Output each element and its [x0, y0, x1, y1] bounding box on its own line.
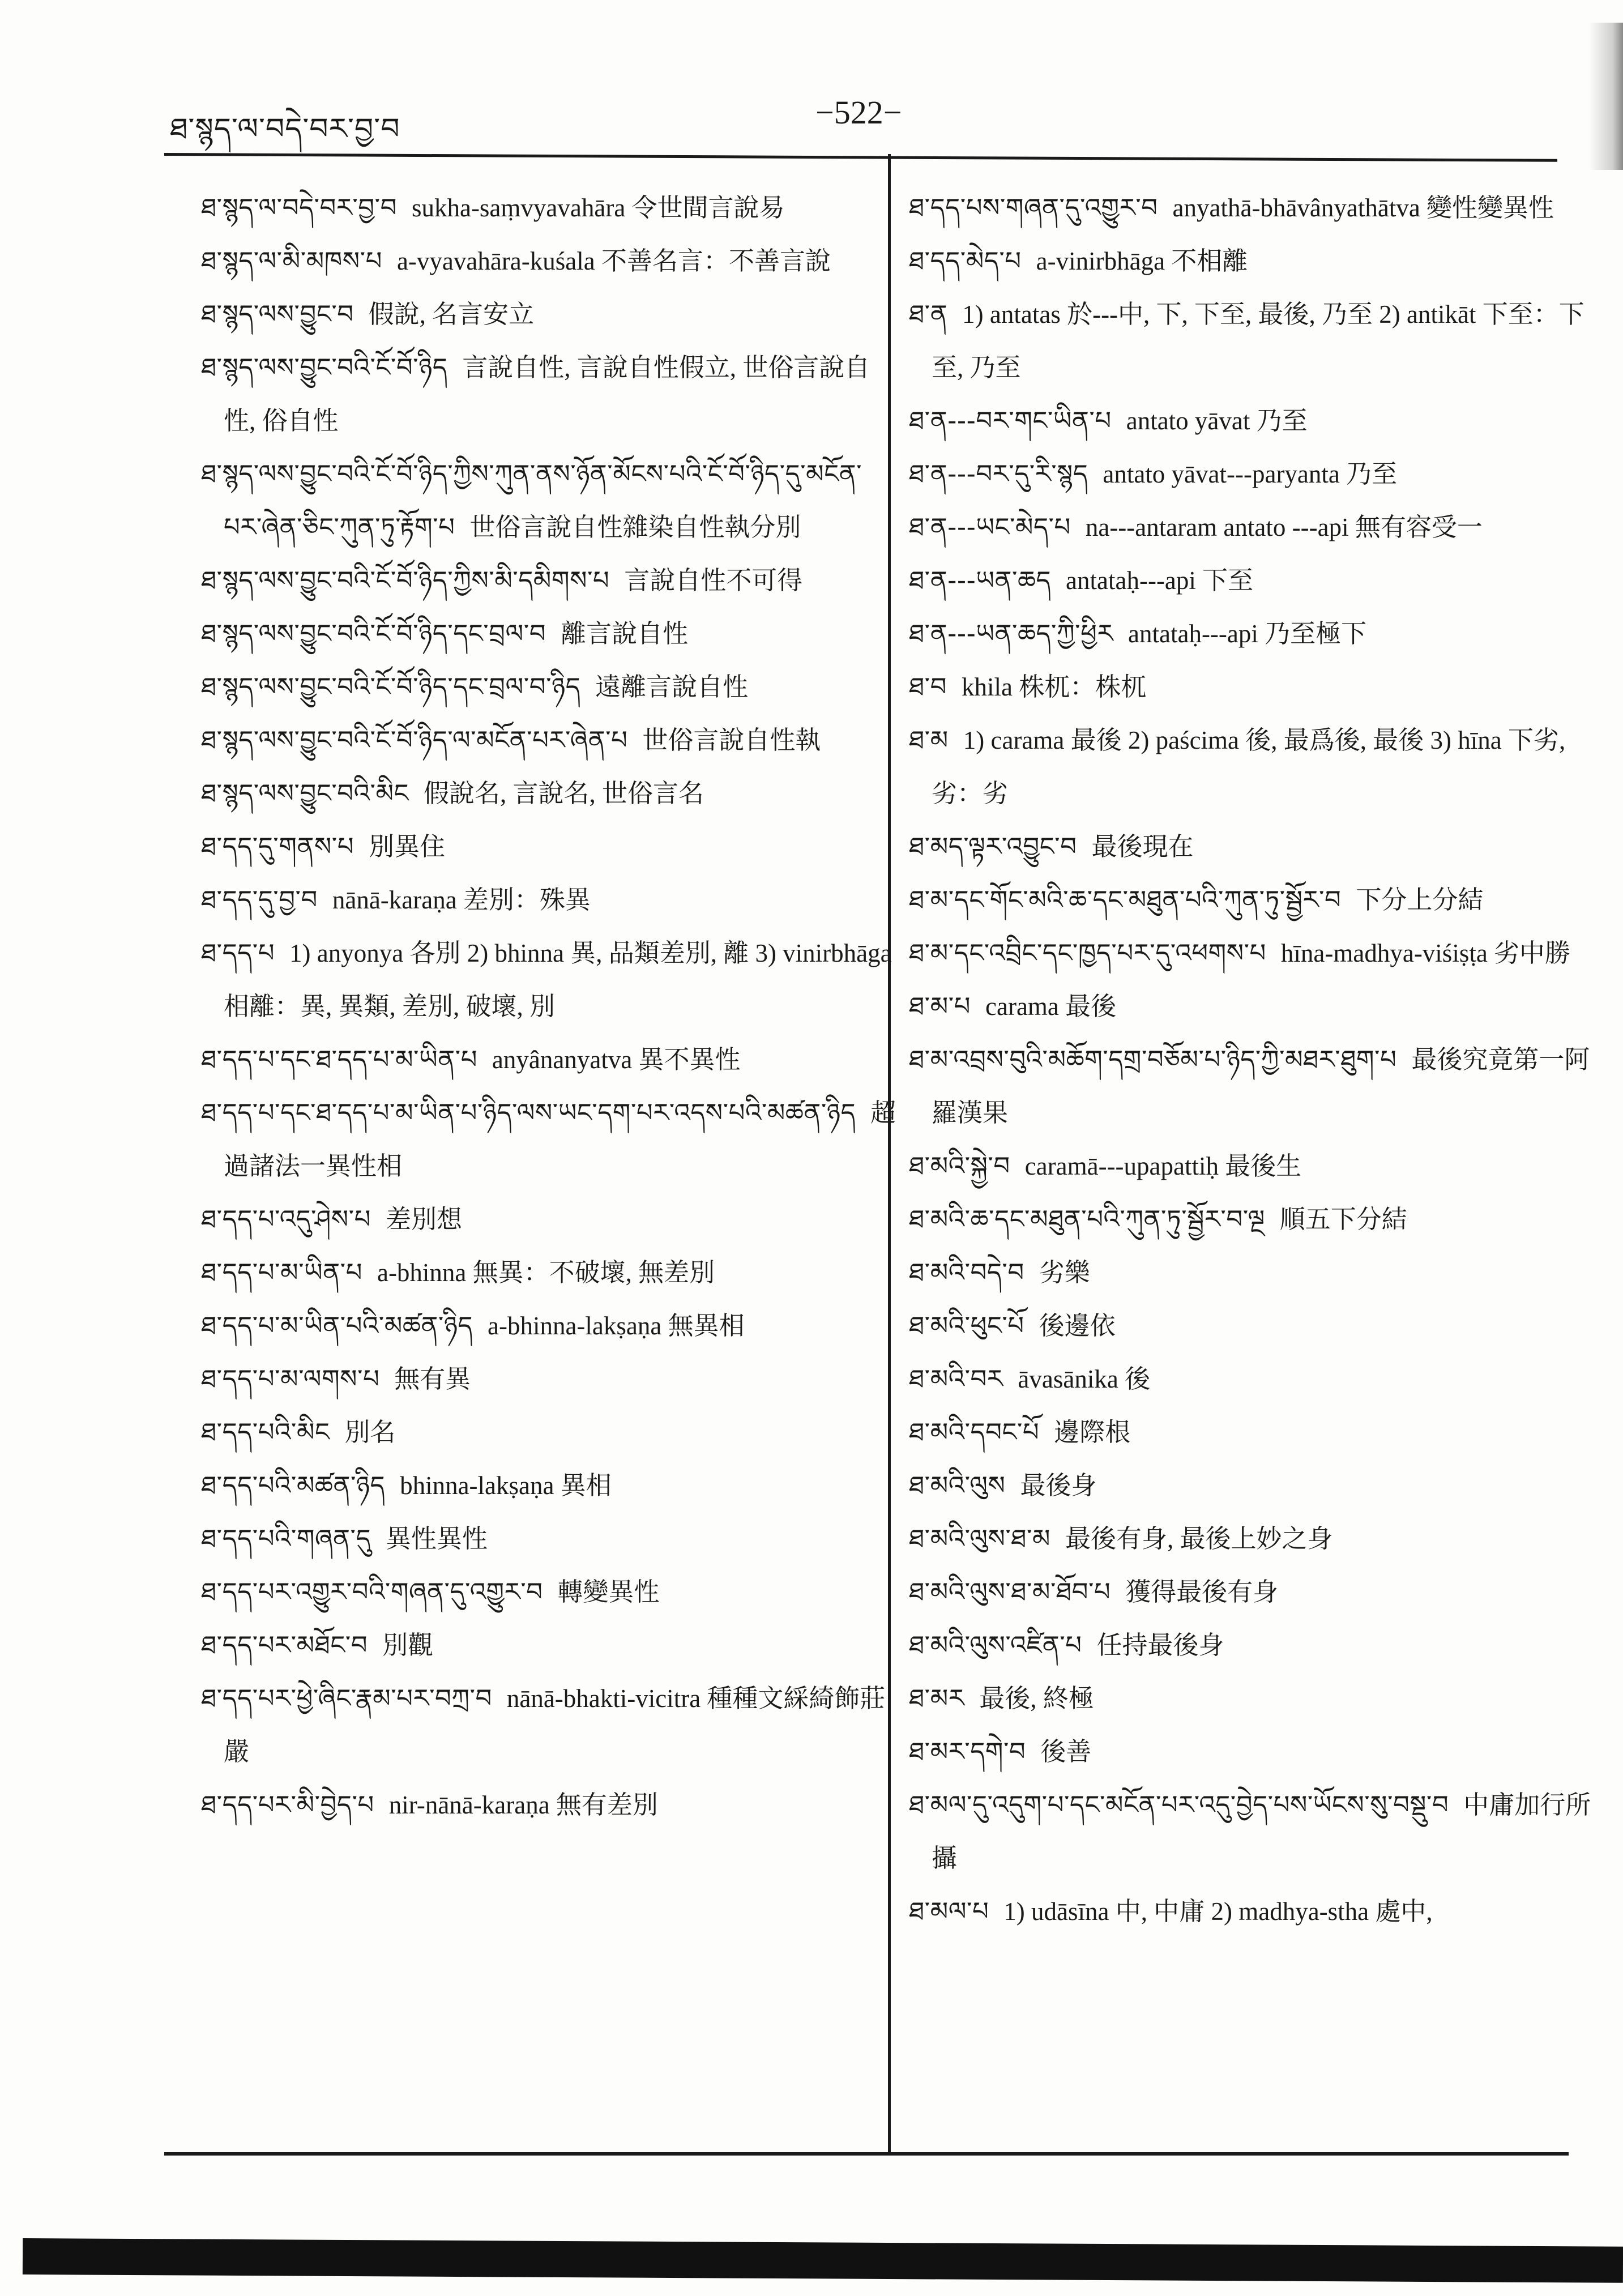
entry-definition: āvasānika 後 — [1018, 1365, 1151, 1393]
dictionary-entry — [201, 1672, 898, 1778]
entry-definition: 別異住 — [369, 833, 446, 861]
tibetan-headword: ཐ་དད་པར་མཐོང་བ — [201, 1630, 368, 1660]
entry-definition: 超過諸法一異性相 — [224, 1099, 896, 1180]
page-number: −522− — [815, 94, 902, 131]
dictionary-entry — [909, 1672, 1605, 1725]
tibetan-headword: ཐ་སྙད་ལས་བྱུང་བའི་ངོ་བོ་ཉིད — [201, 352, 448, 382]
entry-definition: 差別想 — [385, 1205, 462, 1234]
dictionary-entry — [909, 394, 1605, 447]
dictionary-entry — [909, 1459, 1605, 1512]
entry-definition: 中庸加行所攝 — [932, 1791, 1591, 1872]
entry-definition: 假說, 名言安立 — [368, 300, 535, 328]
dictionary-entry — [909, 1140, 1605, 1193]
entry-definition: 遠離言說自性 — [595, 673, 749, 701]
dictionary-entry — [201, 714, 898, 767]
scan-edge-shadow — [1589, 23, 1623, 170]
dictionary-entry — [201, 447, 898, 554]
tibetan-headword: ཐ་ན — [909, 299, 948, 329]
entry-definition: 最後, 終極 — [979, 1684, 1094, 1713]
tibetan-headword: ཐ་མ་འབྲས་བུའི་མཆོག་དགྲ་བཅོམ་པ་ཉིད་ཀྱི་མཐར་ཐུག་པ — [909, 1044, 1397, 1074]
entry-definition: 別觀 — [382, 1631, 434, 1659]
dictionary-entry — [909, 1406, 1605, 1459]
tibetan-headword: ཐ་དད་པ་དང་ཐ་དད་པ་མ་ཡིན་པ་ཉིད་ལས་ཡང་དག་པར་འདས་པའི་མཚན་ཉིད — [201, 1098, 856, 1128]
tibetan-headword: ཐ་ན---ཡང་མེད་པ — [909, 512, 1071, 542]
tibetan-headword: ཐ་མར་དགེ་བ — [909, 1736, 1026, 1766]
dictionary-entry — [909, 1299, 1605, 1352]
entry-definition: carama 最後 — [985, 992, 1117, 1021]
tibetan-headword: ཐ་མའི་ལུས་འཛིན་པ — [909, 1630, 1082, 1660]
dictionary-entry — [201, 767, 898, 820]
tibetan-headword: ཐ་དད་པ་མ་ལགས་པ — [201, 1364, 380, 1394]
entry-definition: 下分上分結 — [1356, 886, 1484, 914]
entry-definition: 順五下分結 — [1279, 1205, 1407, 1234]
tibetan-headword: ཐ་སྙད་ལས་བྱུང་བའི་ངོ་བོ་ཉིད་དང་བྲལ་བ་ཉིད — [201, 672, 581, 702]
dictionary-entry — [909, 714, 1605, 820]
tibetan-headword: ཐ་དད་མེད་པ — [909, 246, 1022, 276]
bottom-rule — [164, 2152, 1569, 2156]
tibetan-headword: ཐ་དད་པའི་མཚན་ཉིད — [201, 1470, 386, 1500]
tibetan-headword: ཐ་མའི་སྐྱེ་བ — [909, 1151, 1010, 1181]
dictionary-entry — [201, 1033, 898, 1086]
tibetan-headword: ཐ་སྙད་ལས་བྱུང་བ — [201, 299, 354, 329]
entry-definition: nānā-bhakti-vicitra 種種文綵綺飾莊嚴 — [224, 1684, 886, 1766]
dictionary-entry — [201, 1406, 898, 1459]
dictionary-entry — [201, 607, 898, 660]
tibetan-headword: ཐ་མའི་བདེ་བ — [909, 1257, 1024, 1287]
tibetan-headword: ཐ་མལ་པ — [909, 1896, 989, 1926]
tibetan-headword: ཐ་སྙད་ལས་བྱུང་བའི་ངོ་བོ་ཉིད་ལ་མངོན་པར་ཞེན་པ — [201, 725, 628, 755]
tibetan-headword: ཐ་མ་དང་འབྲིང་དང་ཁྱད་པར་དུ་འཕགས་པ — [909, 938, 1266, 968]
entry-definition: 世俗言說自性執 — [642, 726, 821, 754]
dictionary-entry — [909, 447, 1605, 501]
dictionary-entry — [909, 1725, 1605, 1778]
tibetan-headword: ཐ་མའི་ལུས་ཐ་མ་ཐོབ་པ — [909, 1577, 1111, 1607]
entry-definition: antataḥ---api 下至 — [1066, 566, 1254, 595]
entry-definition: 別名 — [344, 1418, 396, 1446]
tibetan-headword: ཐ་མའི་ཕུང་པོ — [909, 1311, 1024, 1341]
entry-definition: 世俗言說自性雜染自性執分別 — [469, 513, 801, 541]
tibetan-headword: ཐ་ན---བར་གང་ཡིན་པ — [909, 406, 1112, 436]
dictionary-entry — [201, 1459, 898, 1512]
entry-definition: 離言說自性 — [561, 620, 689, 648]
tibetan-headword: ཐ་དད་པའི་གཞན་དུ — [201, 1523, 371, 1554]
scan-bottom-band — [23, 2238, 1623, 2283]
entry-definition: a-vinirbhāga 不相離 — [1036, 247, 1248, 275]
entry-definition: a-bhinna 無異：不破壞, 無差別 — [377, 1258, 715, 1287]
dictionary-entry — [909, 1352, 1605, 1406]
entry-definition: na---antaram antato ---api 無有容受一 — [1085, 513, 1483, 541]
tibetan-headword: ཐ་སྙད་ལས་བྱུང་བའི་མིང — [201, 778, 409, 808]
tibetan-headword: ཐ་སྙད་ལས་བྱུང་བའི་ངོ་བོ་ཉིད་ཀྱིས་མི་དམིགས་པ — [201, 565, 610, 595]
dictionary-entry — [201, 1512, 898, 1565]
dictionary-entry — [909, 607, 1605, 660]
dictionary-entry — [201, 1778, 898, 1832]
tibetan-headword: ཐ་དད་པ་དང་ཐ་དད་པ་མ་ཡིན་པ — [201, 1044, 477, 1074]
tibetan-headword: ཐ་མད་ལྟར་འབྱུང་བ — [909, 831, 1077, 861]
entry-definition: 劣樂 — [1039, 1258, 1090, 1287]
dictionary-entry — [201, 660, 898, 714]
entry-definition: anyathā-bhāvânyathātva 變性變異性 — [1172, 194, 1554, 222]
tibetan-headword: ཐ་དད་པར་འགྱུར་བའི་གཞན་དུ་འགྱུར་བ — [201, 1577, 543, 1607]
entry-definition: 言說自性, 言說自性假立, 世俗言說自性, 俗自性 — [224, 353, 870, 435]
dictionary-entry — [909, 660, 1605, 714]
tibetan-headword: ཐ་བ — [909, 672, 947, 702]
entry-definition: 1) carama 最後 2) paścima 後, 最爲後, 最後 3) hīna 下劣, 劣：劣 — [932, 726, 1566, 808]
entry-definition: antato yāvat 乃至 — [1126, 407, 1308, 435]
dictionary-entry — [909, 1246, 1605, 1299]
tibetan-headword: ཐ་མར — [909, 1683, 965, 1713]
entry-definition: a-bhinna-lakṣaṇa 無異相 — [488, 1312, 745, 1340]
dictionary-entry — [909, 927, 1605, 980]
entry-definition: 無有異 — [394, 1365, 471, 1393]
entry-definition: antato yāvat---paryanta 乃至 — [1103, 460, 1398, 488]
entry-definition: 邊際根 — [1054, 1418, 1131, 1446]
tibetan-headword: ཐ་སྙད་ལ་མི་མཁས་པ — [201, 246, 382, 276]
entry-definition: bhinna-lakṣaṇa 異相 — [400, 1471, 612, 1500]
dictionary-entry — [909, 980, 1605, 1033]
running-head: ཐ་སྙད་ལ་བདེ་བར་བྱ་བ — [170, 112, 400, 146]
tibetan-headword: ཐ་དད་པར་ཕྱེ་ཞིང་རྣམ་པར་བཀྲ་བ — [201, 1683, 492, 1713]
entry-definition: 轉變異性 — [557, 1578, 660, 1606]
tibetan-headword: ཐ་དད་པ — [201, 938, 275, 968]
entry-definition: antataḥ---api 乃至極下 — [1128, 620, 1367, 648]
entry-definition: hīna-madhya-viśiṣṭa 劣中勝 — [1280, 939, 1571, 967]
dictionary-entry — [909, 181, 1605, 234]
tibetan-headword: ཐ་དད་དུ་གནས་པ — [201, 831, 355, 861]
dictionary-entry — [909, 234, 1605, 288]
dictionary-entry — [201, 341, 898, 447]
dictionary-entry — [909, 288, 1605, 394]
dictionary-entry — [201, 927, 898, 1033]
entry-definition: 任持最後身 — [1096, 1631, 1224, 1659]
tibetan-headword: ཐ་དད་པའི་མིང — [201, 1417, 330, 1447]
entry-definition: 後善 — [1040, 1738, 1092, 1766]
entry-definition: 1) anyonya 各別 2) bhinna 異, 品類差別, 離 3) vinirbhāga 相離：異, 異類, 差別, 破壞, 別 — [224, 939, 892, 1021]
entry-definition: 1) udāsīna 中, 中庸 2) madhya-stha 處中, — [1003, 1897, 1433, 1926]
dictionary-entry — [909, 1565, 1605, 1619]
entry-definition: anyânanyatva 異不異性 — [492, 1045, 741, 1074]
entry-definition: caramā---upapattiḥ 最後生 — [1024, 1152, 1302, 1180]
tibetan-headword: ཐ་མའི་ལུས་ཐ་མ — [909, 1523, 1050, 1554]
tibetan-headword: ཐ་མལ་དུ་འདུག་པ་དང་མངོན་པར་འདུ་བྱེད་པས་ཡོངས་སུ་བསྡུ་བ — [909, 1790, 1449, 1820]
entry-definition: 假說名, 言說名, 世俗言名 — [423, 779, 704, 808]
entry-definition: a-vyavahāra-kuśala 不善名言：不善言說 — [396, 247, 831, 275]
entry-definition: sukha-saṃvyavahāra 令世間言說易 — [411, 194, 785, 222]
tibetan-headword: ཐ་དད་པ་མ་ཡིན་པ — [201, 1257, 362, 1287]
dictionary-entry — [201, 873, 898, 927]
entry-definition: 最後現在 — [1091, 833, 1194, 861]
dictionary-entry — [909, 1033, 1605, 1140]
dictionary-entry — [909, 820, 1605, 873]
dictionary-entry — [201, 820, 898, 873]
tibetan-headword: ཐ་མ — [909, 725, 949, 755]
tibetan-headword: ཐ་ན---ཡན་ཆད — [909, 565, 1052, 595]
tibetan-headword: ཐ་མའི་དབང་པོ — [909, 1417, 1040, 1447]
tibetan-headword: ཐ་སྙད་ལས་བྱུང་བའི་ངོ་བོ་ཉིད་ཀྱིས་ཀུན་ནས་ཉོན་མོངས་པའི་ངོ་བོ་ཉིད་དུ་མངོན་པར་ཞེན་ཅིང་ཀུན་ཏུ་རྟོག་པ — [201, 459, 862, 542]
tibetan-headword: ཐ་མའི་ལུས — [909, 1470, 1006, 1500]
dictionary-entry — [201, 1565, 898, 1619]
tibetan-headword: ཐ་དད་དུ་བྱ་བ — [201, 885, 318, 915]
tibetan-headword: ཐ་དད་པ་མ་ཡིན་པའི་མཚན་ཉིད — [201, 1311, 473, 1341]
tibetan-headword: ཐ་ན---བར་དུ་རི་སྙད — [909, 459, 1088, 489]
dictionary-entry — [909, 1193, 1605, 1246]
tibetan-headword: ཐ་མ་དང་གོང་མའི་ཆ་དང་མཐུན་པའི་ཀུན་ཏུ་སྦྱོར་བ — [909, 885, 1342, 915]
entry-definition: 後邊依 — [1039, 1312, 1116, 1340]
tibetan-headword: ཐ་དད་པར་མི་བྱེད་པ — [201, 1790, 374, 1820]
dictionary-entry — [201, 1299, 898, 1352]
dictionary-entry — [201, 1086, 898, 1193]
entry-definition: 獲得最後有身 — [1125, 1578, 1279, 1606]
dictionary-entry — [201, 1246, 898, 1299]
tibetan-headword: ཐ་མའི་ཆ་དང་མཐུན་པའི་ཀུན་ཏུ་སྦྱོར་བ་ལྔ — [909, 1204, 1265, 1234]
dictionary-entry — [201, 1619, 898, 1672]
dictionary-entry — [201, 1193, 898, 1246]
dictionary-entry — [201, 554, 898, 607]
tibetan-headword: ཐ་དད་པས་གཞན་དུ་འགྱུར་བ — [909, 193, 1158, 223]
tibetan-headword: ཐ་དད་པ་འདུ་ཤེས་པ — [201, 1204, 371, 1234]
right-column — [909, 181, 1605, 1938]
entry-definition: nir-nānā-karaṇa 無有差別 — [388, 1791, 658, 1819]
tibetan-headword: ཐ་མ་པ — [909, 991, 971, 1021]
dictionary-entry — [909, 1885, 1605, 1938]
entry-definition: 最後身 — [1020, 1471, 1097, 1500]
dictionary-entry — [201, 234, 898, 288]
dictionary-entry — [201, 288, 898, 341]
dictionary-entry — [909, 554, 1605, 607]
left-column — [201, 181, 898, 1832]
dictionary-entry — [909, 873, 1605, 927]
entry-definition: 言說自性不可得 — [624, 566, 803, 595]
dictionary-entry — [909, 1512, 1605, 1565]
tibetan-headword: ཐ་མའི་བར — [909, 1364, 1003, 1394]
tibetan-headword: ཐ་སྙད་ལ་བདེ་བར་བྱ་བ — [201, 193, 397, 223]
entry-definition: 最後究竟第一阿羅漢果 — [932, 1045, 1590, 1127]
tibetan-headword: ཐ་ན---ཡན་ཆད་ཀྱི་ཕྱིར — [909, 618, 1114, 648]
dictionary-entry — [909, 501, 1605, 554]
entry-definition: khila 株杌：株杌 — [961, 673, 1147, 701]
dictionary-entry — [201, 181, 898, 234]
dictionary-entry — [909, 1619, 1605, 1672]
entry-definition: 異性異性 — [386, 1525, 488, 1553]
tibetan-headword: ཐ་སྙད་ལས་བྱུང་བའི་ངོ་བོ་ཉིད་དང་བྲལ་བ — [201, 618, 546, 648]
dictionary-entry — [201, 1352, 898, 1406]
dictionary-entry — [909, 1778, 1605, 1885]
entry-definition: nānā-karaṇa 差別：殊異 — [332, 886, 591, 914]
entry-definition: 最後有身, 最後上妙之身 — [1065, 1525, 1333, 1553]
entry-definition: 1) antatas 於---中, 下, 下至, 最後, 乃至 2) antikāt 下至：下至, 乃至 — [932, 300, 1584, 382]
